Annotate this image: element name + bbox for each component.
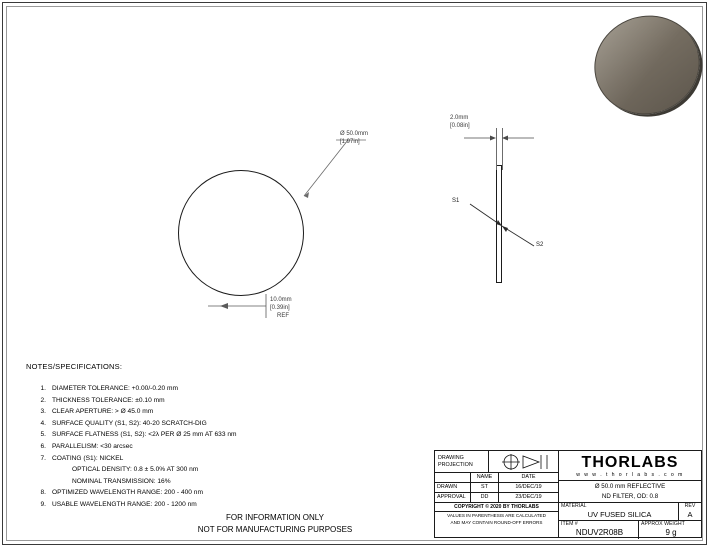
thickness-dimension: 2.0mm [0.08in] [450, 115, 470, 129]
note-number: 6. [40, 442, 46, 450]
note-text: THICKNESS TOLERANCE: ±0.10 mm [52, 396, 165, 404]
note-item [26, 487, 446, 499]
note-number: 7. [40, 454, 46, 462]
note-subitem: OPTICAL DENSITY: 0.8 ± 5.0% AT 300 nm [72, 466, 199, 474]
note-text: USABLE WAVELENGTH RANGE: 200 - 1200 nm [52, 500, 197, 508]
surface-s2-label: S2 [536, 242, 544, 248]
filter-disc-render [581, 2, 711, 128]
weight-cell [639, 521, 701, 539]
note-number: 5. [40, 431, 46, 439]
drawn-row [435, 483, 558, 493]
filter-outline-circle [178, 170, 304, 296]
note-number: 8. [40, 489, 46, 497]
approval-date: 23/DEC/19 [515, 494, 542, 500]
note-subitem: NOMINAL TRANSMISSION: 16% [72, 477, 171, 485]
projection-label: DRAWING PROJECTION [435, 451, 489, 472]
revision-cell [679, 503, 701, 520]
note-text: COATING (S1): NICKEL [52, 454, 124, 462]
note-number: 9. [40, 500, 46, 508]
title-block-right [559, 451, 701, 537]
header-blank [435, 473, 471, 482]
note-number: 1. [40, 385, 46, 392]
note-item [26, 383, 446, 395]
item-row [559, 521, 701, 539]
front-view [178, 170, 306, 298]
note-item [26, 406, 446, 418]
description-line-1: Ø 50.0 mm REFLECTIVE [594, 483, 666, 490]
note-item [26, 418, 446, 430]
thickness-dimension-lines [448, 128, 568, 148]
bottom-reference-dimension: 10.0mm [0.39in] REF [270, 297, 292, 319]
approval-label: APPROVAL [435, 493, 471, 502]
material-row [559, 503, 701, 521]
disclaimer [140, 512, 410, 536]
disc-highlight [583, 3, 711, 126]
material-value: UV FUSED SILICA [587, 510, 652, 519]
revision-value: A [687, 510, 693, 519]
material-cell [559, 503, 679, 520]
product-render-3d [592, 8, 704, 120]
side-view [448, 115, 568, 300]
approval-name: DD [471, 493, 499, 502]
item-value: NDUV2R08B [575, 528, 624, 537]
note-text: PARALLELISM: <30 arcsec [52, 442, 133, 450]
brand-url: w w w . t h o r l a b s . c o m [576, 472, 684, 478]
drawn-name: ST [471, 483, 499, 492]
projection-row [435, 451, 558, 473]
first-angle-projection-icon [489, 451, 558, 472]
s2-leader-line [500, 222, 560, 262]
parenthesis-note-line-1: VALUES IN PARENTHESIS ARE CALCULATED [447, 513, 546, 518]
title-block [434, 450, 702, 538]
approval-row [435, 493, 558, 503]
note-item [26, 395, 446, 407]
note-item [26, 453, 446, 465]
parenthesis-note [435, 512, 558, 526]
weight-label: APPROX WEIGHT [641, 521, 685, 527]
drawn-label: DRAWN [435, 483, 471, 492]
disclaimer-line-2: NOT FOR MANUFACTURING PURPOSES [197, 525, 353, 534]
brand-block [559, 451, 701, 481]
material-label: MATERIAL [561, 503, 587, 509]
parenthesis-note-line-2: AND MAY CONTAIN ROUND-OFF ERRORS [450, 519, 543, 525]
note-text: OPTIMIZED WAVELENGTH RANGE: 200 - 400 nm [52, 489, 203, 497]
part-description [559, 481, 701, 503]
item-cell [559, 521, 639, 539]
note-text: CLEAR APERTURE: > Ø 45.0 mm [52, 408, 154, 416]
item-label: ITEM # [561, 521, 578, 527]
diameter-dimension: Ø 50.0mm [1.97in] [340, 131, 369, 145]
notes-title: NOTES/SPECIFICATIONS: [26, 362, 123, 371]
note-number: 3. [40, 408, 46, 416]
disclaimer-line-1: FOR INFORMATION ONLY [226, 513, 324, 522]
header-date: DATE [521, 474, 536, 480]
note-item [26, 441, 446, 453]
brand-name: THORLABS [581, 454, 679, 471]
notes-list [26, 383, 446, 511]
title-block-header-row [435, 473, 558, 483]
header-name: NAME [471, 473, 499, 482]
drawn-date: 16/DEC/19 [515, 484, 542, 490]
note-text: SURFACE FLATNESS (S1, S2): <2λ PER Ø 25 mm AT 633 nm [52, 431, 237, 439]
surface-s1-label: S1 [452, 198, 460, 204]
copyright-notice: COPYRIGHT © 2020 BY THORLABS [435, 503, 558, 512]
title-block-left [435, 451, 559, 537]
note-item [26, 499, 446, 511]
note-number: 4. [40, 419, 46, 427]
note-number: 2. [40, 396, 46, 404]
revision-label: REV [684, 503, 696, 509]
note-text: DIAMETER TOLERANCE: +0.00/-0.20 mm [52, 385, 178, 392]
description-line-2: ND FILTER, OD: 0.8 [601, 493, 659, 500]
note-text: SURFACE QUALITY (S1, S2): 40-20 SCRATCH-DIG [52, 419, 207, 427]
note-item [26, 429, 446, 441]
weight-value: 9 g [665, 528, 677, 537]
